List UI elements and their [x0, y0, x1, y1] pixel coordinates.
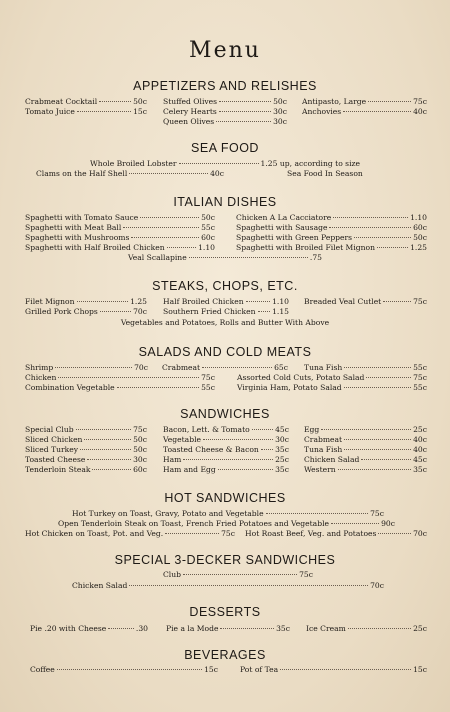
- menu-item: Hot Roast Beef, Veg. and Potatoes 70c: [245, 529, 427, 538]
- menu-item: Antipasto, Large 75c: [302, 97, 427, 106]
- menu-item: Southern Fried Chicken 1.15: [163, 307, 289, 316]
- menu-item: Western 35c: [304, 465, 427, 474]
- menu-item: Veal Scallapine .75: [128, 253, 322, 262]
- menu-item: Pie .20 with Cheese .30: [30, 624, 148, 633]
- section-title-italian: ITALIAN DISHES: [173, 195, 277, 209]
- menu-title: Menu: [189, 38, 261, 63]
- menu-item: Combination Vegetable 55c: [25, 383, 215, 392]
- menu-item: Sliced Chicken 50c: [25, 435, 147, 444]
- menu-item: Shrimp 70c: [25, 363, 148, 372]
- menu-item: Toasted Cheese 30c: [25, 455, 147, 464]
- menu-item: Virginia Ham, Potato Salad 55c: [237, 383, 427, 392]
- menu-item: Chicken A La Cacciatore 1.10: [236, 213, 427, 222]
- menu-item: Anchovies 40c: [302, 107, 427, 116]
- menu-item: Spaghetti with Sausage 60c: [236, 223, 427, 232]
- menu-item: Half Broiled Chicken 1.10: [163, 297, 289, 306]
- menu-item: Crabmeat 65c: [162, 363, 288, 372]
- menu-item: Ham 25c: [163, 455, 289, 464]
- menu-item: Spaghetti with Half Broiled Chicken 1.10: [25, 243, 215, 252]
- menu-item: Ham and Egg 35c: [163, 465, 289, 474]
- menu-item: Ice Cream 25c: [306, 624, 427, 633]
- section-title-beverages: BEVERAGES: [184, 648, 266, 662]
- section-title-steaks: STEAKS, CHOPS, ETC.: [152, 279, 298, 293]
- menu-item: Toasted Cheese & Bacon 35c: [163, 445, 289, 454]
- menu-item: Queen Olives 30c: [163, 117, 287, 126]
- menu-item: Tomato Juice 15c: [25, 107, 147, 116]
- menu-item: Spaghetti with Mushrooms 60c: [25, 233, 215, 242]
- menu-item: Pot of Tea 15c: [240, 665, 427, 674]
- menu-item: Grilled Pork Chops 70c: [25, 307, 147, 316]
- menu-item: Stuffed Olives 50c: [163, 97, 287, 106]
- section-title-sandwiches: SANDWICHES: [180, 407, 270, 421]
- menu-item: Chicken Salad 45c: [304, 455, 427, 464]
- menu-item: Crabmeat Cocktail 50c: [25, 97, 147, 106]
- menu-item: Whole Broiled Lobster 1.25 up, according to size: [90, 159, 360, 168]
- menu-item: Tenderloin Steak 60c: [25, 465, 147, 474]
- section-title-appetizers: APPETIZERS AND RELISHES: [133, 79, 317, 93]
- section-title-desserts: DESSERTS: [189, 605, 261, 619]
- menu-item: Spaghetti with Meat Ball 55c: [25, 223, 215, 232]
- menu-item: Chicken 75c: [25, 373, 215, 382]
- section-title-hot-sandwiches: HOT SANDWICHES: [164, 491, 286, 505]
- menu-item: Pie a la Mode 35c: [166, 624, 290, 633]
- menu-item: Assorted Cold Cuts, Potato Salad 75c: [237, 373, 427, 382]
- menu-item: Sea Food In Season: [287, 169, 363, 178]
- menu-item: Chicken Salad 70c: [72, 581, 384, 590]
- menu-item: Celery Hearts 30c: [163, 107, 287, 116]
- section-title-three-decker: SPECIAL 3-DECKER SANDWICHES: [114, 553, 336, 567]
- menu-item: Filet Mignon 1.25: [25, 297, 147, 306]
- menu-item: Egg 25c: [304, 425, 427, 434]
- menu-item: Tuna Fish 55c: [304, 363, 427, 372]
- menu-item: Crabmeat 40c: [304, 435, 427, 444]
- menu-item: Open Tenderloin Steak on Toast, French Fried Potatoes and Vegetable 90c: [58, 519, 395, 528]
- menu-item: Clams on the Half Shell 40c: [36, 169, 224, 178]
- menu-item: Coffee 15c: [30, 665, 218, 674]
- menu-item: Vegetable 30c: [163, 435, 289, 444]
- menu-item: Spaghetti with Green Peppers 50c: [236, 233, 427, 242]
- menu-item: Tuna Fish 40c: [304, 445, 427, 454]
- menu-item: Hot Turkey on Toast, Gravy, Potato and Vegetable 75c: [72, 509, 384, 518]
- menu-item: Special Club 75c: [25, 425, 147, 434]
- menu-item: Bacon, Lett. & Tomato 45c: [163, 425, 289, 434]
- menu-item: Breaded Veal Cutlet 75c: [304, 297, 427, 306]
- menu-item: Hot Chicken on Toast, Pot. and Veg. 75c: [25, 529, 235, 538]
- section-title-seafood: SEA FOOD: [191, 141, 259, 155]
- menu-item: Sliced Turkey 50c: [25, 445, 147, 454]
- menu-item: Club 75c: [163, 570, 313, 579]
- section-title-salads: SALADS AND COLD MEATS: [138, 345, 312, 359]
- menu-item: Spaghetti with Tomato Sauce 50c: [25, 213, 215, 222]
- steaks-note: Vegetables and Potatoes, Rolls and Butter With Above: [120, 318, 330, 327]
- menu-item: Spaghetti with Broiled Filet Mignon 1.25: [236, 243, 427, 252]
